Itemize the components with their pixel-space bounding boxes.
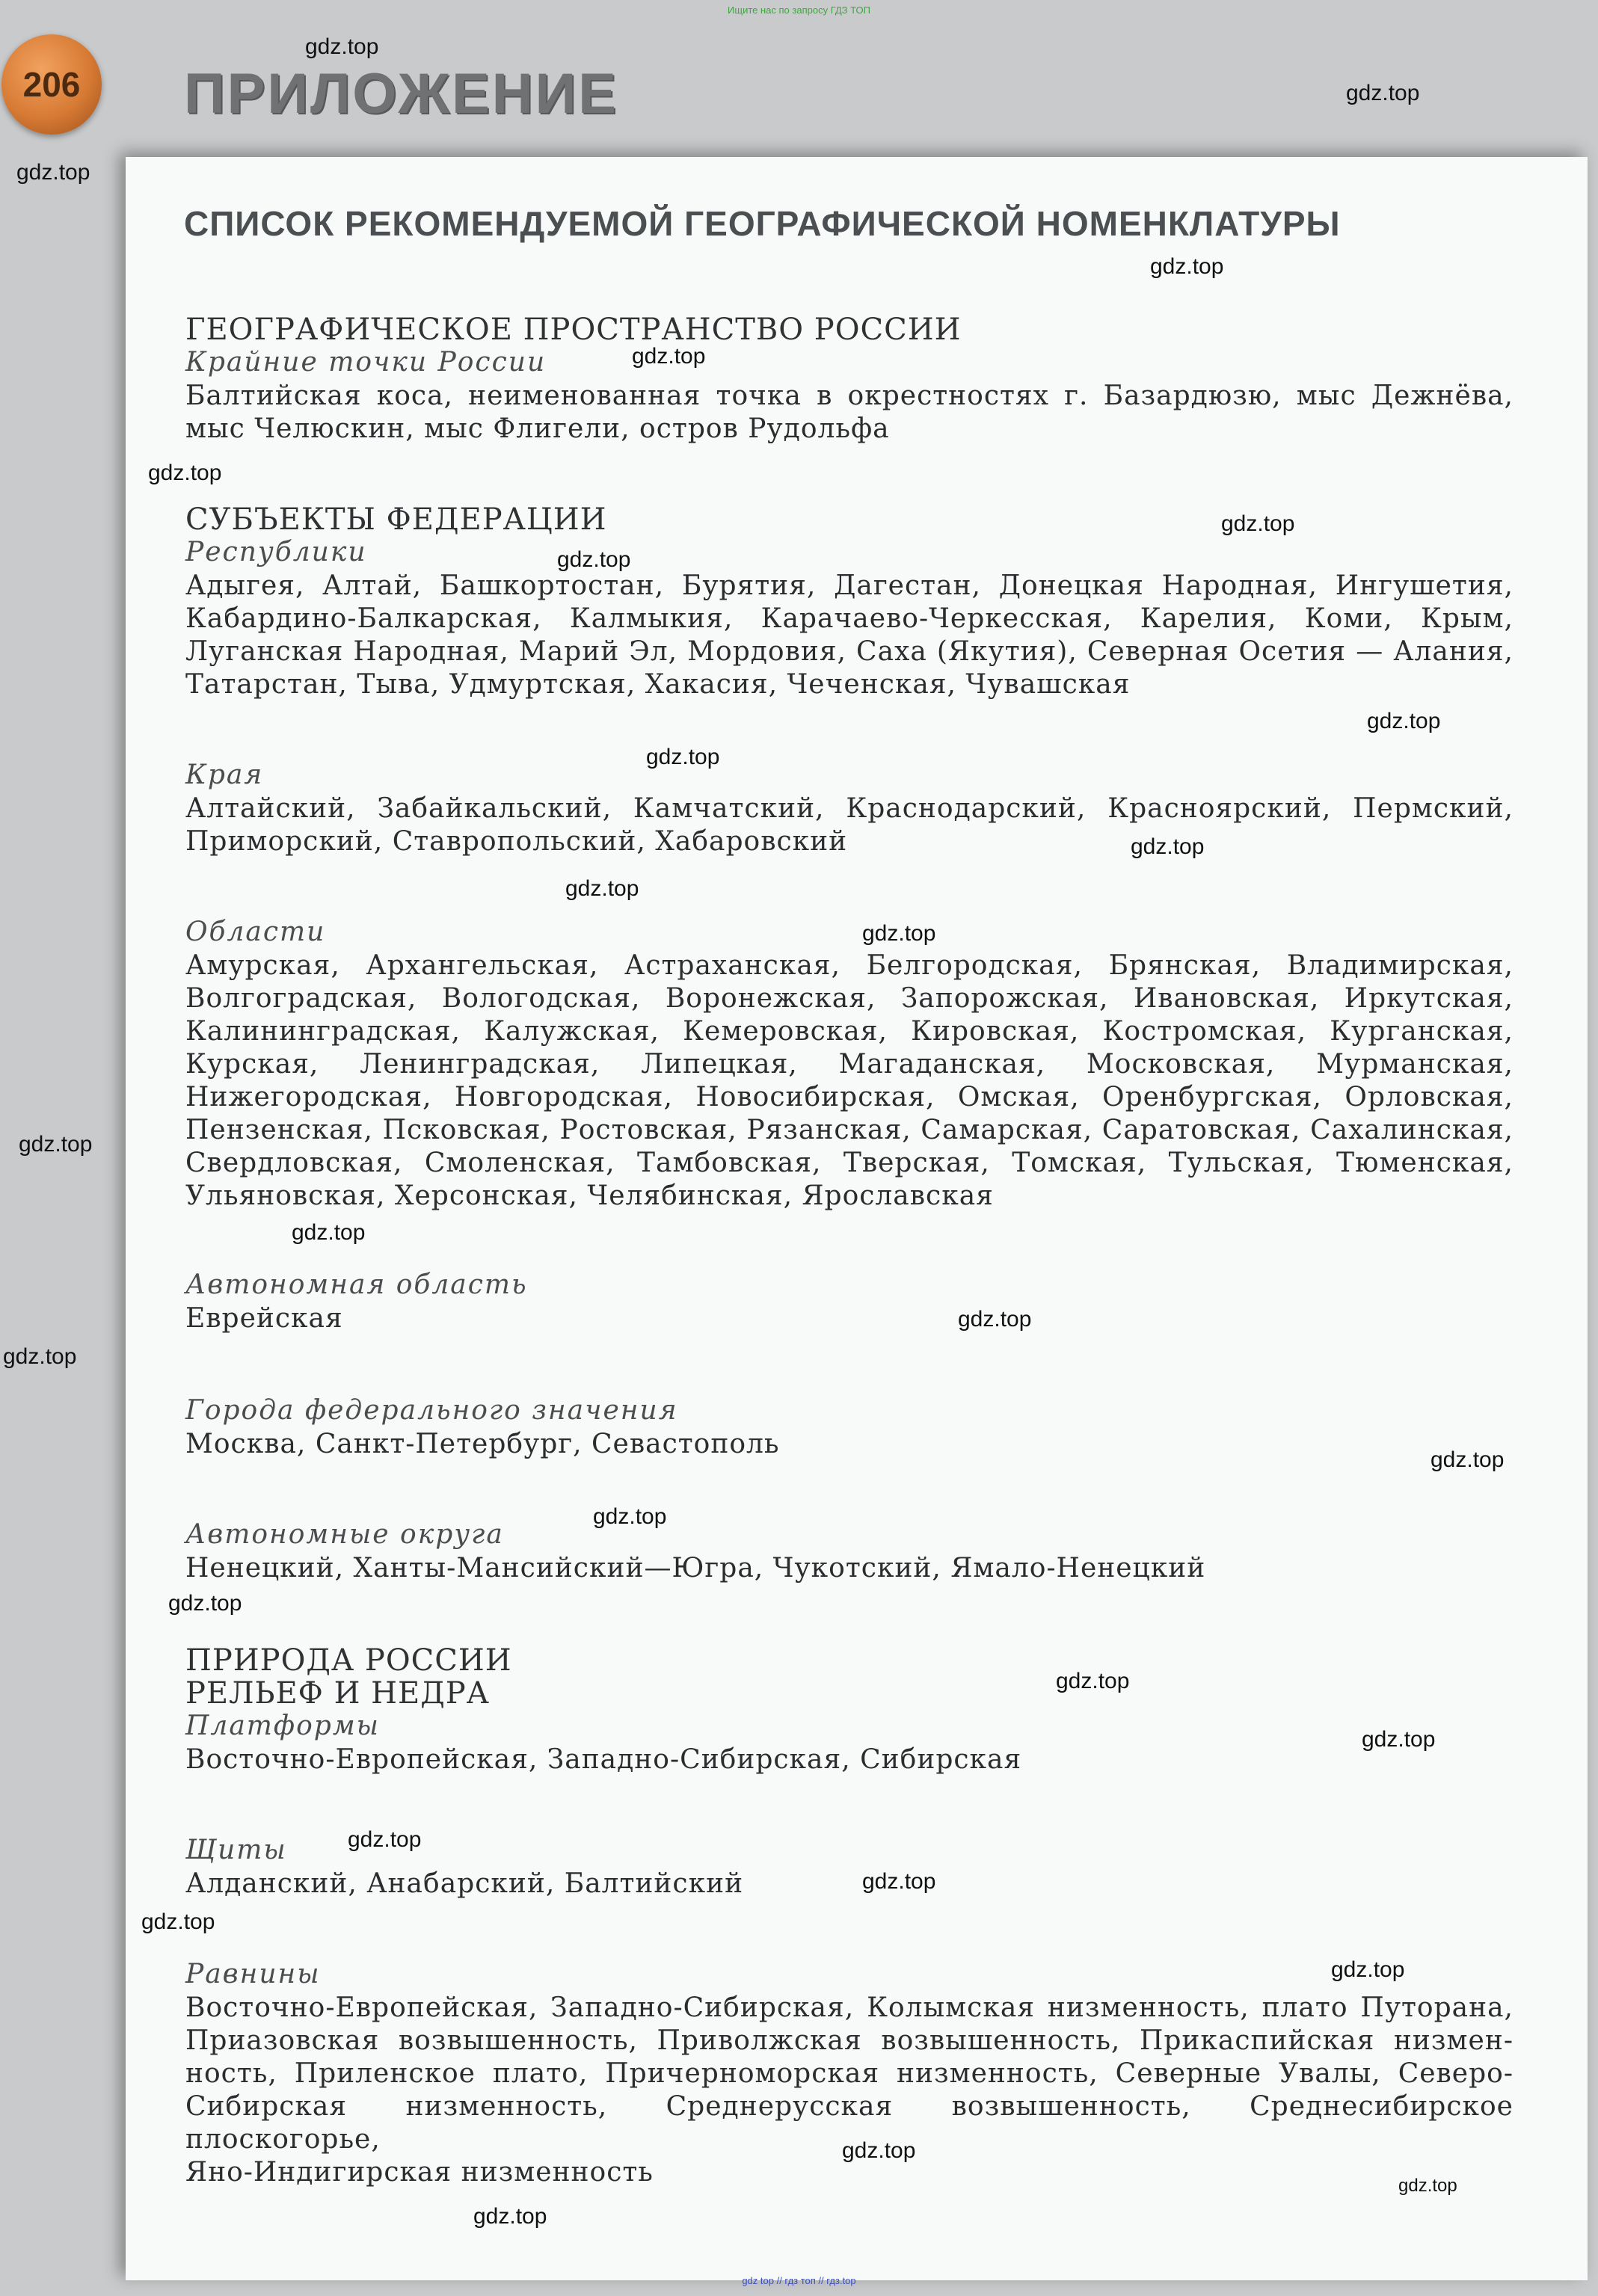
watermark: gdz.top — [348, 1827, 422, 1852]
watermark: gdz.top — [473, 2204, 547, 2229]
line: Калининградская, Калужская, Кемеровская, Кировская, Костромская, Курганская, — [185, 1016, 1514, 1047]
line: Волгоградская, Вологодская, Воронежская, Запорожская, Ивановская, Иркутская, — [185, 983, 1514, 1014]
paragraph-autonomous-oblast: Еврейская — [185, 1303, 343, 1334]
paragraph-platforms: Восточно-Европейская, Западно-Сибирская, Сибирская — [185, 1744, 1022, 1775]
page-title: ПРИЛОЖЕНИЕ — [184, 62, 618, 126]
watermark: gdz.top — [646, 745, 720, 769]
line: Луганская Народная, Марий Эл, Мордовия, Саха (Якутия), Северная Осетия — Алания, — [185, 636, 1514, 667]
watermark: gdz.top — [148, 461, 222, 485]
watermark: gdz.top — [1430, 1447, 1505, 1472]
line: Приморский, Ставропольский, Хабаровский — [185, 826, 848, 857]
subheading-autonomous-okrugs: Автономные округа — [185, 1519, 504, 1550]
subheading-oblasts: Области — [185, 917, 326, 947]
bottom-note: gdz top // гдз топ // гдз.top — [742, 2275, 856, 2286]
line: Кабардино-Балкарская, Калмыкия, Карачаево-Черкесская, Карелия, Коми, Крым, — [185, 603, 1514, 634]
subheading-republics: Республики — [185, 537, 367, 567]
watermark: gdz.top — [862, 1869, 936, 1894]
watermark: gdz.top — [292, 1220, 366, 1245]
watermark: gdz.top — [593, 1504, 667, 1529]
watermark: gdz.top — [1056, 1669, 1130, 1693]
subheading-federal-cities: Города федерального значения — [185, 1395, 678, 1426]
watermark: gdz.top — [862, 921, 936, 946]
line: Приазовская возвышенность, Приволжская возвышенность, Прикаспийская низмен- — [185, 2025, 1514, 2056]
watermark: gdz.top — [305, 34, 379, 59]
subheading-platforms: Платформы — [185, 1711, 380, 1741]
watermark: gdz.top — [1346, 81, 1420, 105]
heading-geo-space: ГЕОГРАФИЧЕСКОЕ ПРОСТРАНСТВО РОССИИ — [185, 313, 962, 347]
watermark: gdz.top — [1362, 1727, 1436, 1752]
line: Балтийская коса, неименованная точка в окрестностях г. Базардюзю, мыс Дежнёва, — [185, 381, 1514, 411]
line: Курская, Ленинградская, Липецкая, Магаданская, Московская, Мурманская, — [185, 1049, 1514, 1080]
line: мыс Челюскин, мыс Флигели, остров Рудольфа — [185, 413, 890, 444]
watermark: gdz.top — [557, 547, 631, 572]
page-number: 206 — [22, 65, 81, 104]
line: Пензенская, Псковская, Ростовская, Рязанская, Самарская, Саратовская, Сахалинская, — [185, 1115, 1514, 1145]
line: Восточно-Европейская, Западно-Сибирская, Колымская низменность, плато Путорана, — [185, 1992, 1514, 2023]
top-note: Ищите нас по запросу ГДЗ ТОП — [728, 4, 870, 16]
line: Нижегородская, Новгородская, Новосибирская, Омская, Оренбургская, Орловская, — [185, 1082, 1514, 1112]
watermark: gdz.top — [565, 876, 639, 901]
page-number-badge — [1, 34, 102, 135]
document-title: СПИСОК РЕКОМЕНДУЕМОЙ ГЕОГРАФИЧЕСКОЙ НОМЕНКЛАТУРЫ — [184, 204, 1341, 243]
watermark: gdz.top — [19, 1132, 93, 1157]
watermark: gdz.top — [1221, 511, 1295, 536]
watermark: gdz.top — [3, 1344, 77, 1369]
paragraph-oblasts — [185, 950, 1514, 1213]
watermark: gdz.top — [141, 1909, 215, 1934]
watermark: gdz.top — [1150, 254, 1224, 279]
line: ность, Приленское плато, Причерноморская низменность, Северные Увалы, Северо- — [185, 2058, 1514, 2089]
subheading-plains: Равнины — [185, 1959, 321, 1989]
line: Свердловская, Смоленская, Тамбовская, Тверская, Томская, Тульская, Тюменская, — [185, 1148, 1514, 1178]
watermark: gdz.top — [632, 344, 706, 369]
subheading-autonomous-oblast: Автономная область — [185, 1269, 528, 1300]
heading-relief: РЕЛЬЕФ И НЕДРА — [185, 1676, 490, 1711]
line: Яно-Индигирская низменность — [185, 2157, 654, 2188]
watermark: gdz.top — [168, 1591, 242, 1616]
paragraph-republics — [185, 570, 1514, 701]
line: Ульяновская, Херсонская, Челябинская, Ярославская — [185, 1181, 994, 1211]
paragraph-krais — [185, 792, 1514, 858]
line: Алтайский, Забайкальский, Камчатский, Краснодарский, Красноярский, Пермский, — [185, 793, 1514, 824]
watermark: gdz.top — [1398, 2176, 1457, 2196]
watermark: gdz.top — [842, 2138, 916, 2163]
heading-nature: ПРИРОДА РОССИИ — [185, 1643, 512, 1678]
watermark: gdz.top — [1131, 834, 1205, 859]
watermark: gdz.top — [1331, 1957, 1405, 1982]
subheading-krais: Края — [185, 760, 264, 790]
subheading-shields: Щиты — [185, 1835, 287, 1865]
paragraph-autonomous-okrugs: Ненецкий, Ханты-Мансийский—Югра, Чукотский, Ямало-Ненецкий — [185, 1553, 1206, 1583]
line: Амурская, Архангельская, Астраханская, Белгородская, Брянская, Владимирская, — [185, 950, 1514, 981]
watermark: gdz.top — [16, 160, 90, 185]
line: Адыгея, Алтай, Башкортостан, Бурятия, Дагестан, Донецкая Народная, Ингушетия, — [185, 570, 1514, 601]
heading-federation: СУБЪЕКТЫ ФЕДЕРАЦИИ — [185, 502, 607, 537]
watermark: gdz.top — [1367, 709, 1441, 733]
subheading-extreme-points: Крайние точки России — [185, 347, 547, 378]
paragraph-federal-cities: Москва, Санкт-Петербург, Севастополь — [185, 1429, 780, 1459]
line: Татарстан, Тыва, Удмуртская, Хакасия, Чеченская, Чувашская — [185, 669, 1131, 700]
paragraph-shields: Алданский, Анабарский, Балтийский — [185, 1868, 744, 1899]
line: Сибирская низменность, Среднерусская возвышенность, Среднесибирское плоскогорье, — [185, 2091, 1514, 2155]
watermark: gdz.top — [958, 1307, 1032, 1332]
paragraph-extreme-points — [185, 380, 1514, 446]
